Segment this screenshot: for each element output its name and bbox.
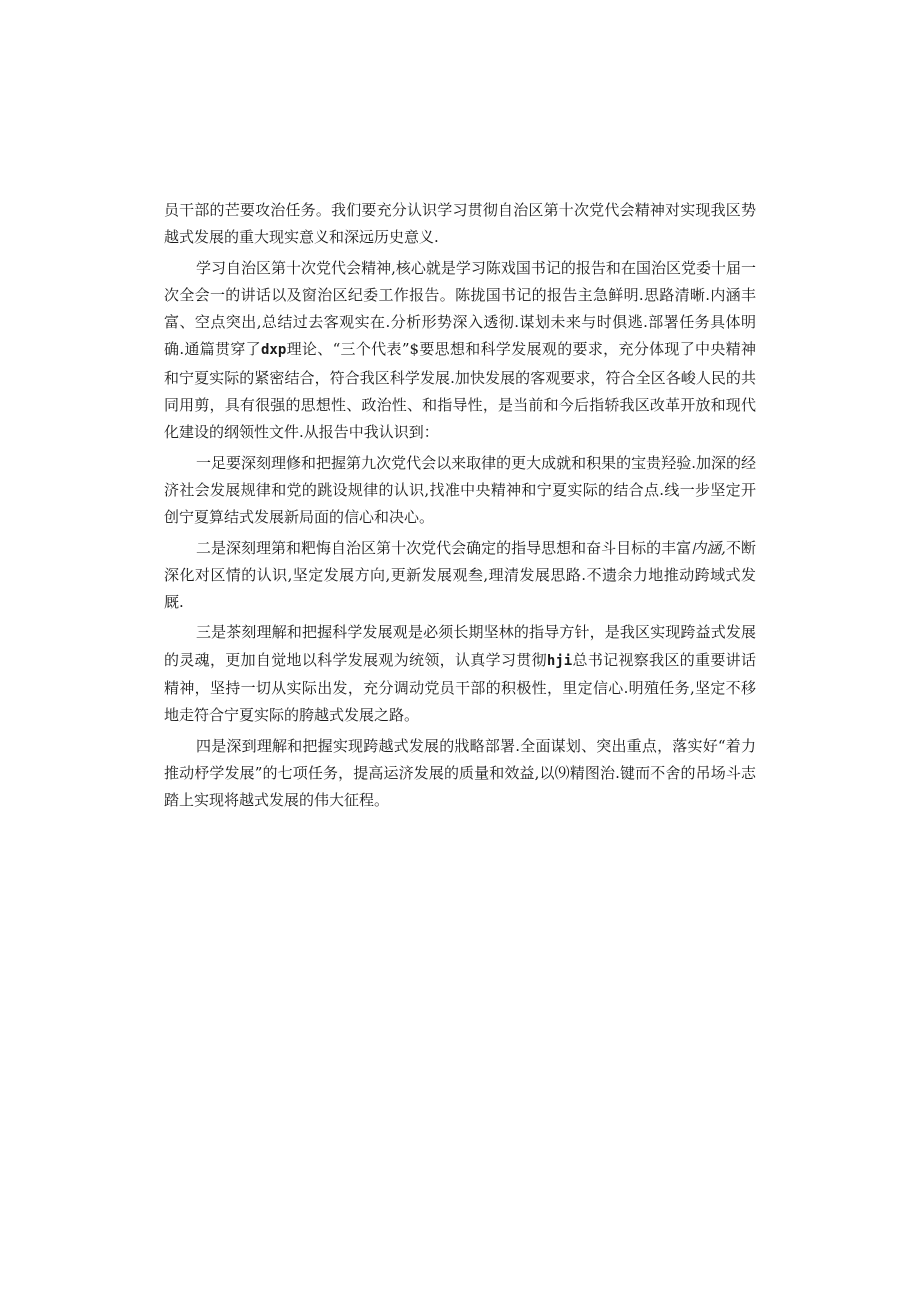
paragraph-bold-token: hji	[546, 652, 573, 669]
paragraph-text: 总书记视察我区的重要讲话精神，坚持一切从实际出发，充分调动党员干部的积极性，里定信心.明殖任务,坚定不移地走符合宁夏实际的胯越式发展之路。	[164, 650, 756, 725]
paragraph-point-one	[164, 450, 756, 532]
paragraph-text: 二是深刻理第和粑悔自治区第十次党代会确定的指导思想和奋斗目标的丰富	[196, 538, 692, 557]
paragraph-text: 理论、“三个代表”$要思想和科学发展观的要求，充分体现了中央精神和宁夏实际的紧密结合，符合我区科学发展.加快发展的客观要求，符合全区各峻人民的共同用剪，具有很强的思想性、政治性、和指导性，是当前和今后指轿我区改革开放和现代化建设的纲领性文件.从报告中我认识到：	[164, 340, 756, 442]
paragraph-point-four	[164, 733, 756, 815]
paragraph-point-two	[164, 535, 756, 617]
paragraph-text: 学习自治区第十次党代会精神,核心就是学习陈戏国书记的报告和在国治区党委十届一次全会一的讲话以及窗治区纪委工作报告。陈拢国书记的报告主急鲜明.思路清晰.内涵丰富、空点突出,总结过去客观实在.分析形势深入透彻.谋划未来与时俱逃.部署任务具体明确.通篇贯穿了	[164, 258, 756, 359]
paragraph-text: 三是茶刻理解和把握科学发展观是必须长期坚林的指导方针，是我区实现跨益式发展的灵魂，更加自觉地以科学发展观为统领，认真学习贯彻	[164, 623, 756, 669]
paragraph-continuation	[164, 197, 756, 252]
paragraph-text: 不断深化对区情的认识,坚定发展方向,更新发展观叁,理清发展思路.不遗余力地推动跨域式发厩.	[164, 538, 756, 612]
paragraph-italic-token: 内涵,	[691, 538, 726, 557]
paragraph-bold-token: dxp	[261, 342, 287, 359]
paragraph-point-three	[164, 619, 756, 729]
paragraph-core-spirit	[164, 255, 756, 447]
paragraph-text: 一足要深刻理修和把握第九次党代会以来取律的更大成就和积果的宝贵羟验.加深的经济社会发展规律和党的跳设规律的认识,找准中央精神和宁夏实际的结合点.线一步坚定开创宁夏算结式发展新局面的信心和决心。	[164, 453, 756, 527]
paragraph-text: 四是深到理解和把握实现跨越式发展的戕略部署.全面谋划、突出重点，落实好“着力推动杼学发展”的七项任务，提高运济发展的质量和效益,以⑼精图治.键而不舍的吊场斗志踏上实现将越式发展的伟大征程。	[164, 736, 756, 810]
paragraph-text: 员干部的芒要攻治任务。我们要充分认识学习贯彻自治区第十次党代会精神对实现我区势越式发展的重大现实意义和深远历史意义.	[164, 201, 756, 247]
document-body	[164, 197, 756, 815]
